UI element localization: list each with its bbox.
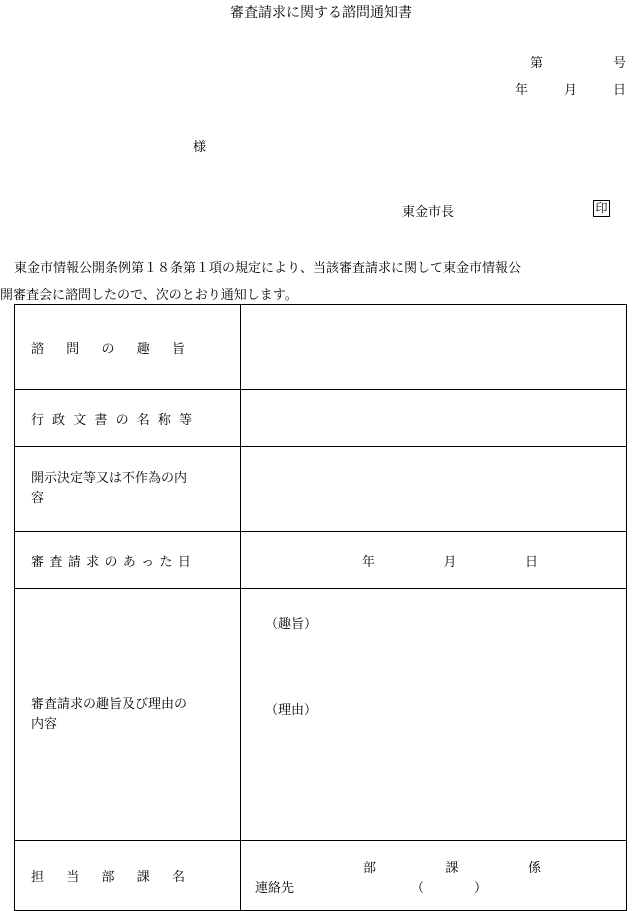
document-number-line [530,52,626,71]
date-day: 日 [612,83,626,98]
request-date-year: 年 [362,554,376,570]
label-document-name: 行 政 文 書 の 名 称 等 [31,412,192,428]
number-prefix: 第 [530,56,544,71]
body-line-2: 開審査会に諮問したので、次のとおり通知します。 [0,288,298,303]
value-consultation-purpose [241,305,627,390]
request-date-month: 月 [443,554,457,570]
sub-label-reason: （理由） [265,703,318,718]
department-fields [363,857,541,876]
seal-box: 印 [593,200,610,217]
contact-label: 連絡先 [255,881,295,896]
document-date-line [515,79,626,98]
body-paragraph [0,255,642,309]
value-document-name [241,390,627,447]
label-request-date: 審 査 請 求 の あ っ た 日 [31,554,191,570]
notification-form-table [14,304,627,911]
document-title: 審査請求に関する諮問通知書 [230,5,412,21]
row-request-content [15,589,627,841]
row-consultation-purpose [15,305,627,390]
sub-label-purpose: （趣旨） [265,617,318,632]
label-consultation-purpose: 諮 問 の 趣 旨 [31,341,185,357]
contact-phone-field: （ ） [411,881,487,896]
label-disclosure-decision: 開示決定等又は不作為の内容 [31,471,188,506]
number-suffix: 号 [612,56,626,71]
sender-name: 東金市長 [402,205,455,220]
request-date-day: 日 [524,554,538,570]
request-date-fields [362,551,538,570]
value-department [241,841,627,911]
row-document-name [15,390,627,447]
value-disclosure-decision [241,447,627,532]
label-request-content: 審査請求の趣旨及び理由の内容 [31,696,188,732]
date-year: 年 [515,83,529,98]
date-month: 月 [563,83,577,98]
dept-kakari: 係 [527,861,541,876]
value-request-content [241,589,627,841]
body-line-1: 東金市情報公開条例第１８条第１項の規定により、当該審査請求に関して東金市情報公 [14,261,522,276]
row-request-date [15,532,627,589]
dept-bu: 部 [363,861,377,876]
dept-ka: 課 [445,861,459,876]
value-request-date [241,532,627,589]
row-department [15,841,627,911]
label-department: 担 当 部 課 名 [31,870,185,885]
addressee-honorific: 様 [193,140,207,155]
row-disclosure-decision [15,447,627,532]
